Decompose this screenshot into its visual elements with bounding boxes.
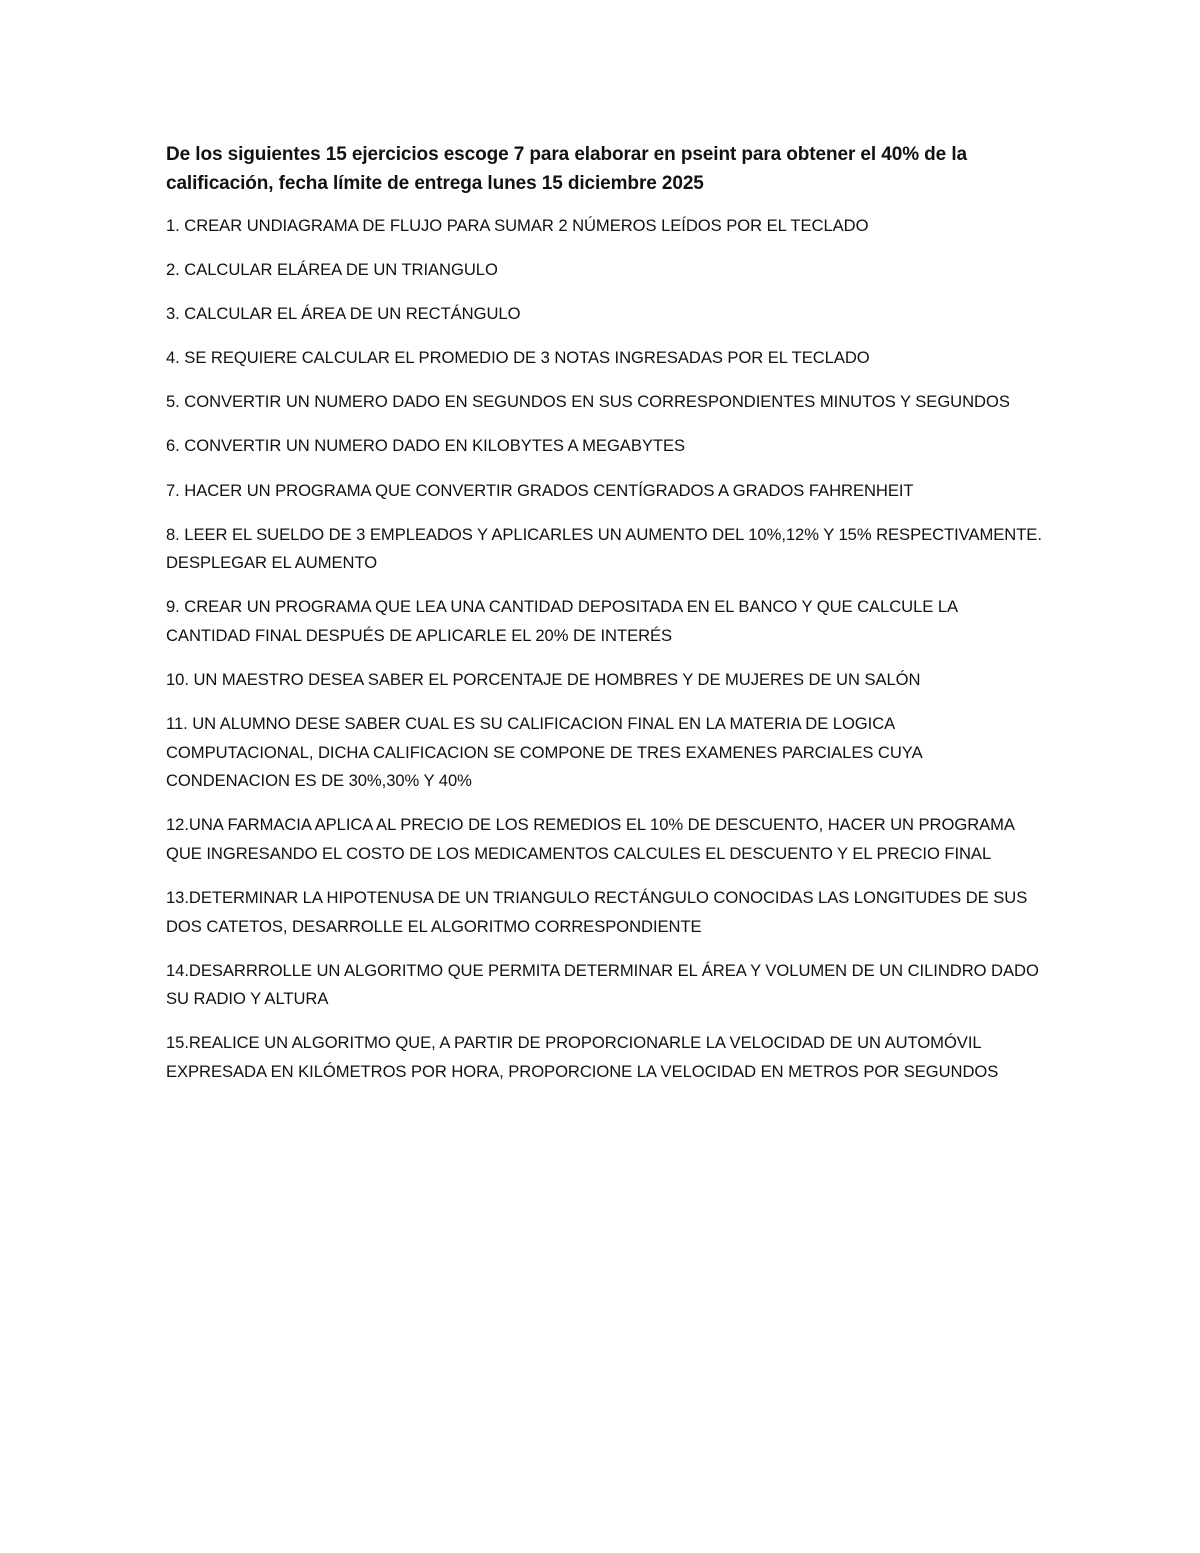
exercise-item-12: 12.UNA FARMACIA APLICA AL PRECIO DE LOS REMEDIOS EL 10% DE DESCUENTO, HACER UN PROGRAMA QUE INGRESANDO EL COSTO DE LOS MEDICAMENTOS CALCULES EL DESCUENTO Y EL PRECIO FINAL xyxy=(166,815,1015,863)
exercise-item-5: 5. CONVERTIR UN NUMERO DADO EN SEGUNDOS EN SUS CORRESPONDIENTES MINUTOS Y SEGUNDOS xyxy=(166,392,1010,412)
exercise-item-13: 13.DETERMINAR LA HIPOTENUSA DE UN TRIANGULO RECTÁNGULO CONOCIDAS LAS LONGITUDES DE SUS DOS CATETOS, DESARROLLE EL ALGORITMO CORRESPONDIENTE xyxy=(166,888,1028,936)
exercise-list xyxy=(166,212,1046,1087)
exercise-item-8: 8. LEER EL SUELDO DE 3 EMPLEADOS Y APLICARLES UN AUMENTO DEL 10%,12% Y 15% RESPECTIVAMENTE. DESPLEGAR EL AUMENTO xyxy=(166,524,1042,573)
exercise-item-7: 7. HACER UN PROGRAMA QUE CONVERTIR GRADOS CENTÍGRADOS A GRADOS FAHRENHEIT xyxy=(166,480,914,500)
document-body xyxy=(166,140,1046,1102)
document-heading: De los siguientes 15 ejercicios escoge 7 para elaborar en pseint para obtener el 40% de la calificación, fecha límite de entrega lunes 15 diciembre 2025 xyxy=(166,144,967,194)
exercise-item-4: 4. SE REQUIERE CALCULAR EL PROMEDIO DE 3 NOTAS INGRESADAS POR EL TECLADO xyxy=(166,348,870,368)
exercise-item-1: 1. CREAR UNDIAGRAMA DE FLUJO PARA SUMAR 2 NÚMEROS LEÍDOS POR EL TECLADO xyxy=(166,216,869,235)
exercise-item-9: 9. CREAR UN PROGRAMA QUE LEA UNA CANTIDAD DEPOSITADA EN EL BANCO Y QUE CALCULE LA CANTIDAD FINAL DESPUÉS DE APLICARLE EL 20% DE INTERÉS xyxy=(166,597,958,645)
exercise-item-15: 15.REALICE UN ALGORITMO QUE, A PARTIR DE PROPORCIONARLE LA VELOCIDAD DE UN AUTOMÓVIL EXPRESADA EN KILÓMETROS POR HORA, PROPORCIONE LA VELOCIDAD EN METROS POR SEGUNDOS xyxy=(166,1033,999,1082)
exercise-item-3: 3. CALCULAR EL ÁREA DE UN RECTÁNGULO xyxy=(166,304,521,324)
exercise-item-14: 14.DESARRROLLE UN ALGORITMO QUE PERMITA DETERMINAR EL ÁREA Y VOLUMEN DE UN CILINDRO DADO SU RADIO Y ALTURA xyxy=(166,960,1039,1009)
exercise-item-11: 11. UN ALUMNO DESE SABER CUAL ES SU CALIFICACION FINAL EN LA MATERIA DE LOGICA COMPUTACIONAL, DICHA CALIFICACION SE COMPONE DE TRES EXAMENES PARCIALES CUYA CONDENACION ES DE 30%,30% Y 40% xyxy=(166,714,922,791)
exercise-item-10: 10. UN MAESTRO DESEA SABER EL PORCENTAJE DE HOMBRES Y DE MUJERES DE UN SALÓN xyxy=(166,670,921,690)
exercise-item-2: 2. CALCULAR ELÁREA DE UN TRIANGULO xyxy=(166,260,498,280)
exercise-item-6: 6. CONVERTIR UN NUMERO DADO EN KILOBYTES A MEGABYTES xyxy=(166,436,685,456)
